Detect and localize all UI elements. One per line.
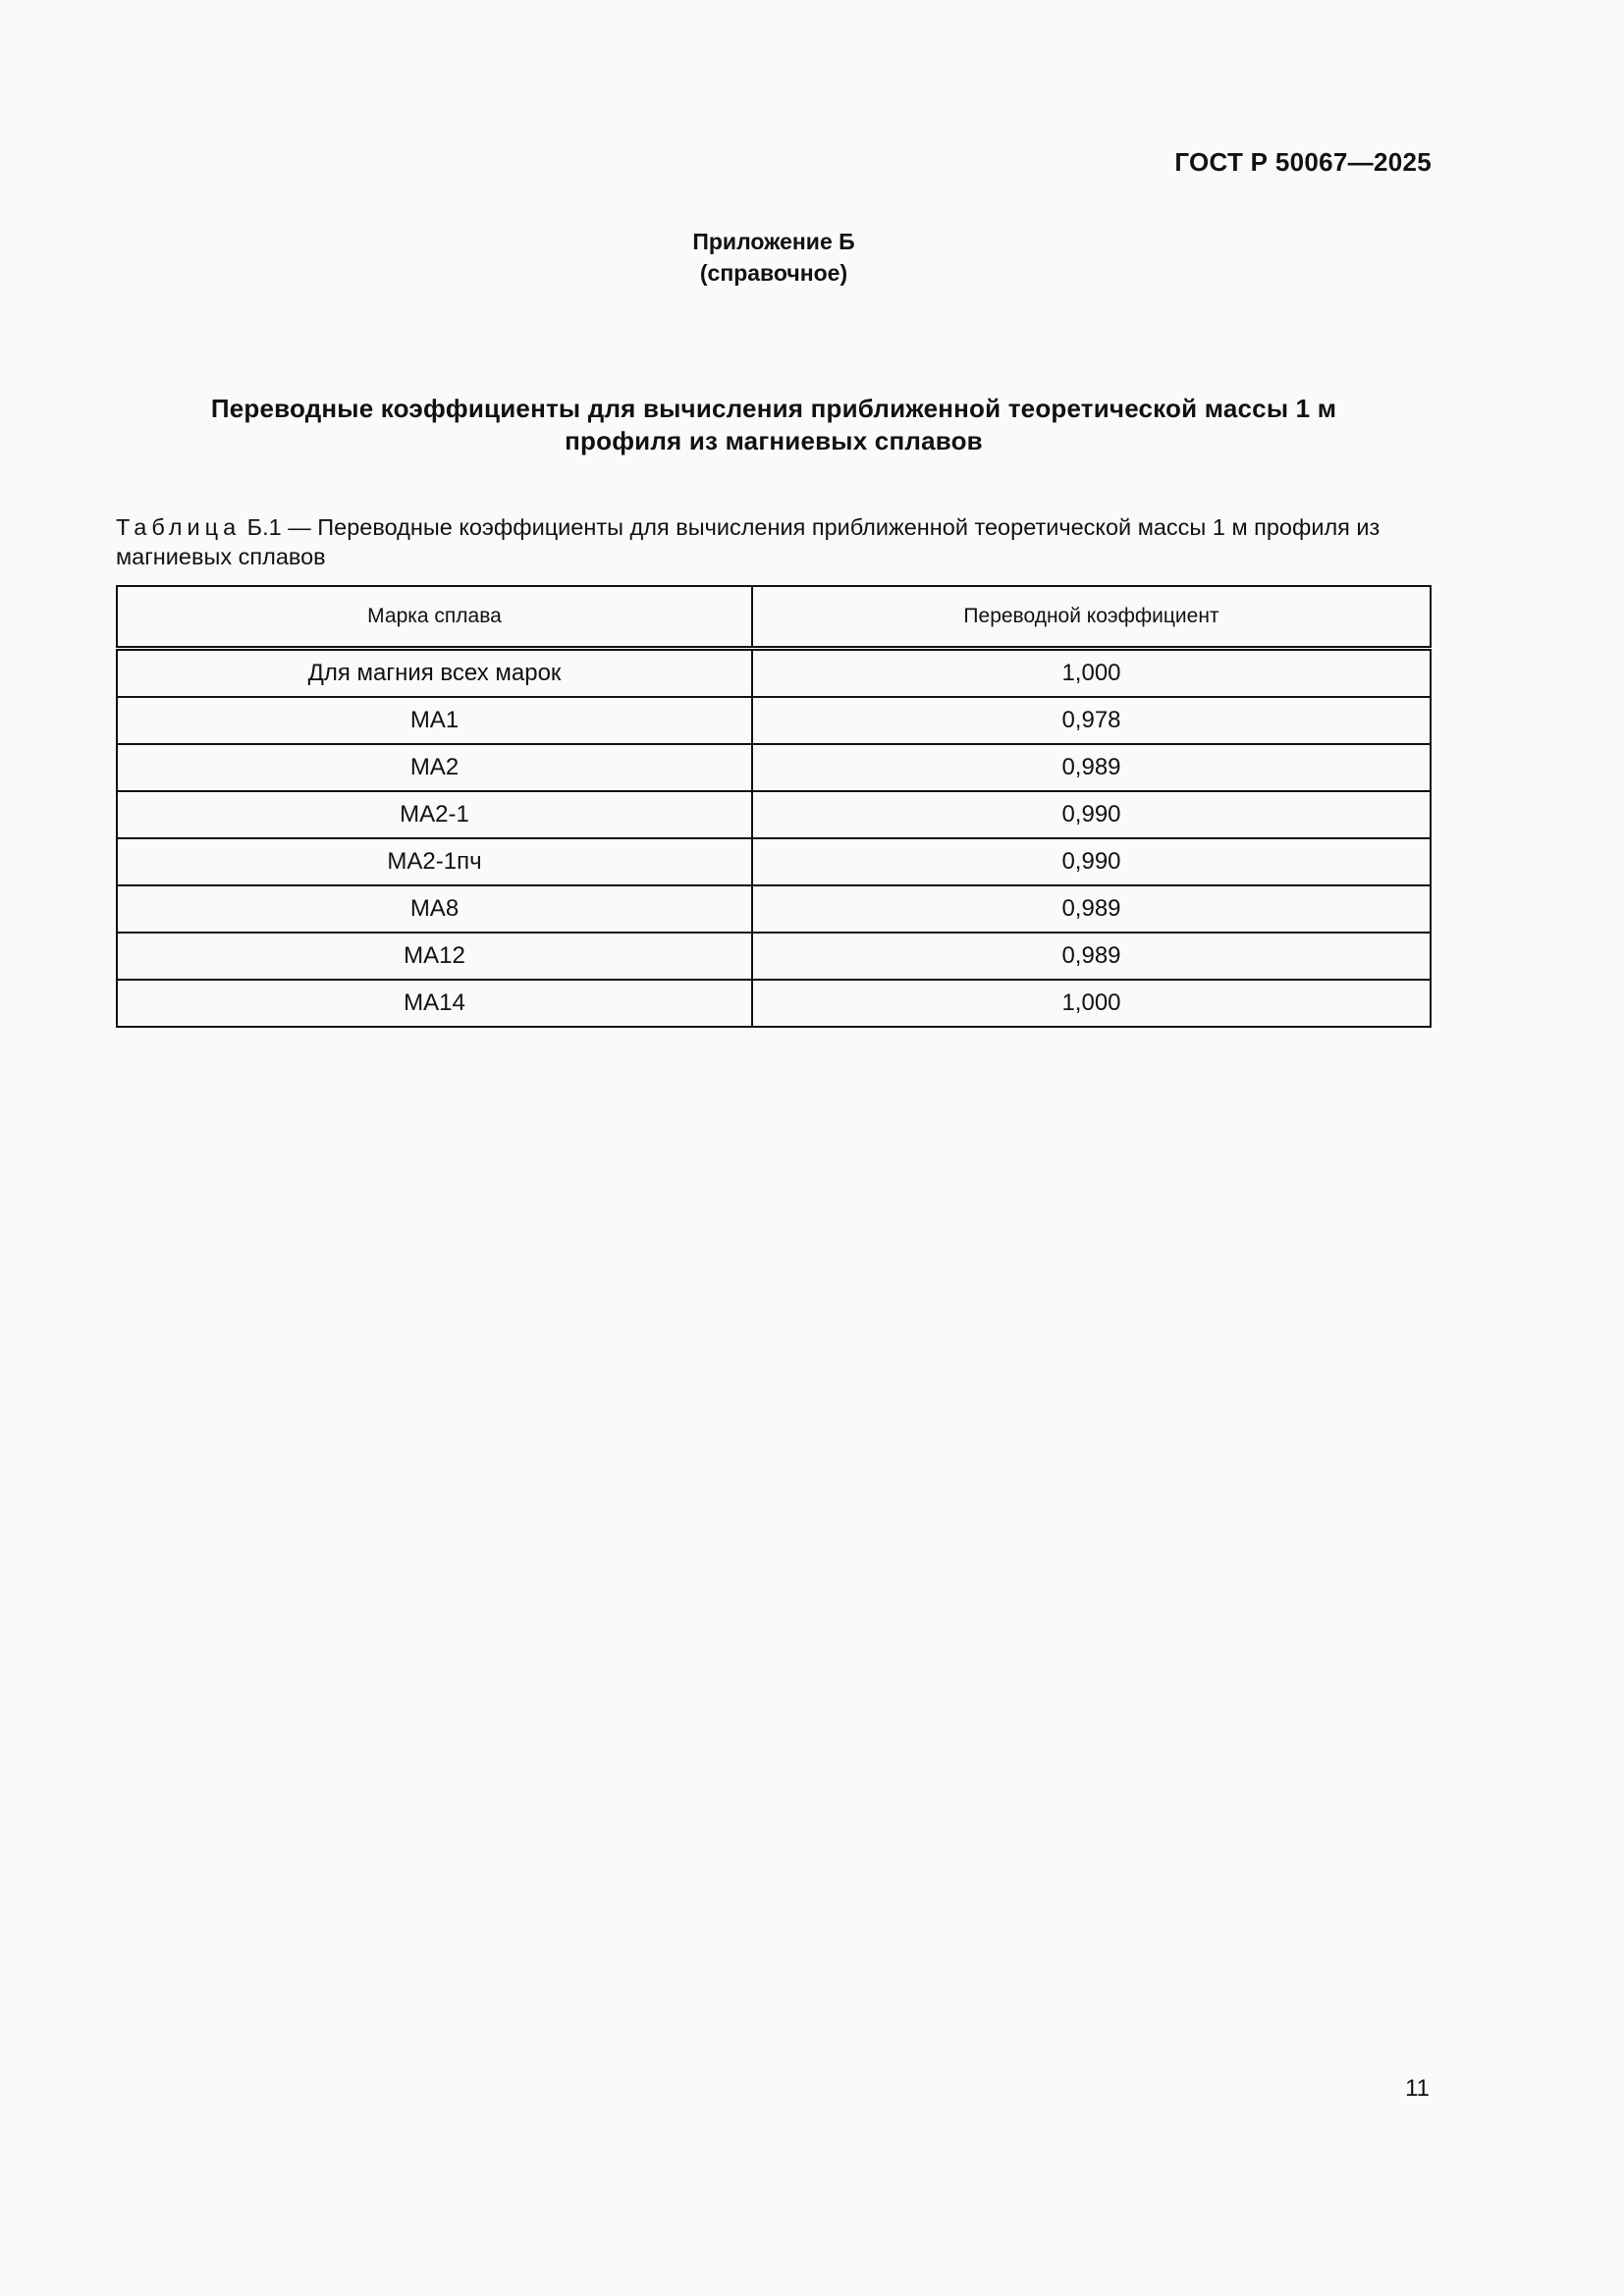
table-row bbox=[117, 697, 1431, 744]
table-row bbox=[117, 649, 1431, 698]
section-title-line-2: профиля из магниевых сплавов bbox=[565, 426, 983, 455]
alloy-grade-cell: МА2 bbox=[117, 744, 752, 791]
table-row bbox=[117, 791, 1431, 838]
column-header-alloy-grade: Марка сплава bbox=[117, 586, 752, 649]
alloy-grade-cell: МА14 bbox=[117, 980, 752, 1027]
alloy-grade-cell: МА2-1 bbox=[117, 791, 752, 838]
conversion-factor-cell: 0,990 bbox=[752, 791, 1431, 838]
conversion-factor-cell: 0,989 bbox=[752, 885, 1431, 933]
page-number: 11 bbox=[1405, 2075, 1430, 2102]
table-caption bbox=[116, 512, 1432, 571]
conversion-factor-cell: 0,989 bbox=[752, 744, 1431, 791]
alloy-grade-cell: МА2-1пч bbox=[117, 838, 752, 885]
table-row bbox=[117, 933, 1431, 980]
table-caption-text: Б.1 — Переводные коэффициенты для вычисления приближенной теоретической массы 1 м профиля из магниевых сплавов bbox=[116, 514, 1380, 569]
table-row bbox=[117, 744, 1431, 791]
column-header-conversion-factor: Переводной коэффициент bbox=[752, 586, 1431, 649]
conversion-factor-cell: 1,000 bbox=[752, 980, 1431, 1027]
table-row bbox=[117, 885, 1431, 933]
appendix-heading bbox=[0, 226, 1547, 289]
conversion-factor-cell: 0,990 bbox=[752, 838, 1431, 885]
table-caption-label: Таблица bbox=[116, 514, 242, 540]
alloy-grade-cell: МА1 bbox=[117, 697, 752, 744]
conversion-factor-cell: 0,978 bbox=[752, 697, 1431, 744]
section-title-line-1: Переводные коэффициенты для вычисления приближенной теоретической массы 1 м bbox=[210, 394, 1337, 423]
document-code: ГОСТ Р 50067—2025 bbox=[1174, 147, 1432, 177]
alloy-grade-cell: Для магния всех марок bbox=[117, 649, 752, 698]
conversion-factor-cell: 0,989 bbox=[752, 933, 1431, 980]
section-title bbox=[157, 393, 1390, 457]
appendix-title: Приложение Б bbox=[692, 229, 855, 254]
alloy-grade-cell: МА8 bbox=[117, 885, 752, 933]
appendix-subtitle: (справочное) bbox=[699, 260, 848, 286]
table-row bbox=[117, 838, 1431, 885]
table-header-row bbox=[117, 586, 1431, 649]
conversion-factors-table bbox=[116, 585, 1432, 1028]
alloy-grade-cell: МА12 bbox=[117, 933, 752, 980]
conversion-factor-cell: 1,000 bbox=[752, 649, 1431, 698]
table-row bbox=[117, 980, 1431, 1027]
